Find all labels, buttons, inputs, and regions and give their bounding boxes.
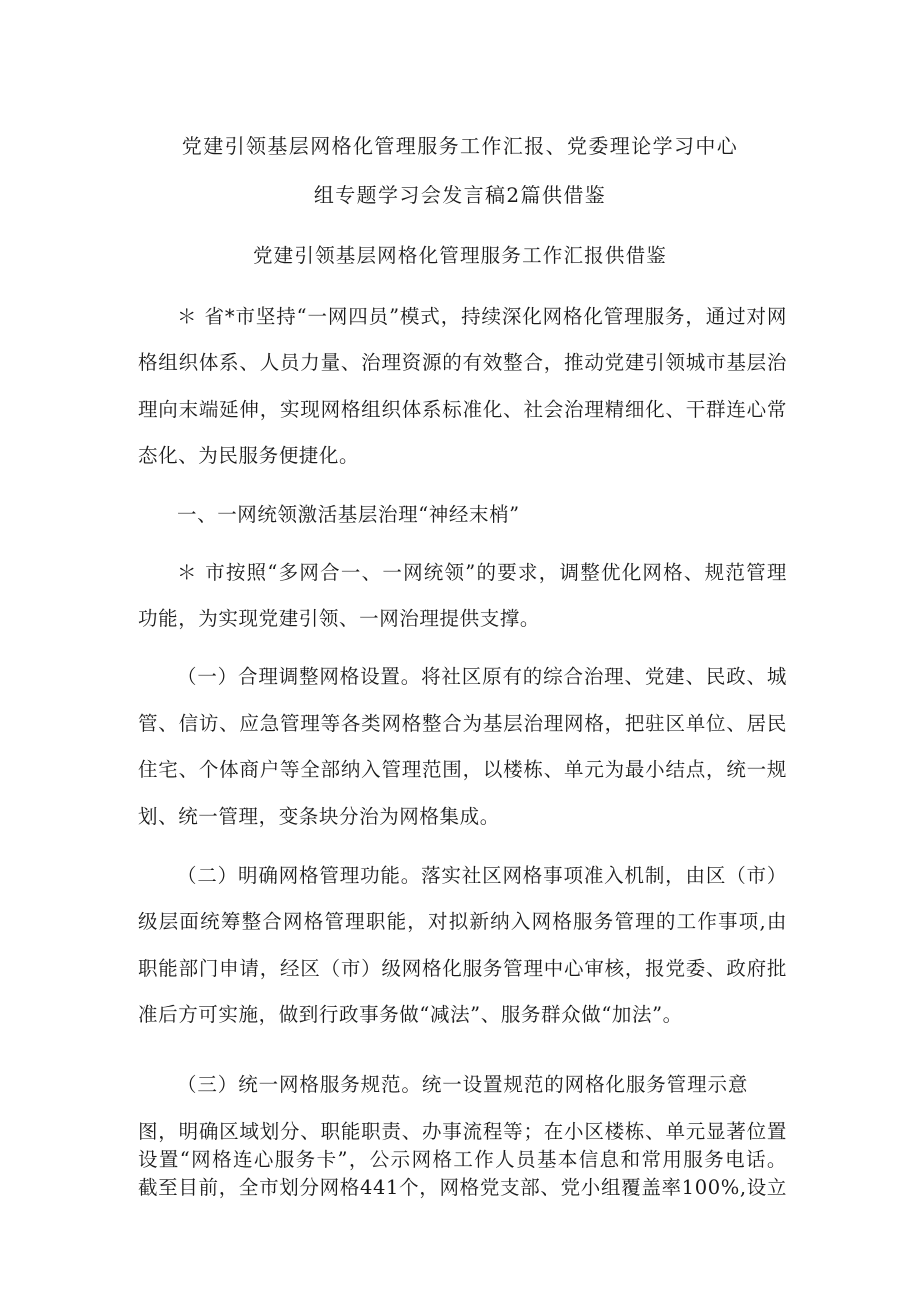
paragraph-4-line-3: 住宅、个体商户等全部纳入管理范围，以楼栋、单元为最小结点，统一规 xyxy=(138,758,787,781)
paragraph-6-line-2: 图，明确区域划分、职能职责、办事流程等；在小区楼栋、单元显著位置 xyxy=(138,1120,787,1143)
section-heading-1: 一、一网统领激活基层治理“神经末梢” xyxy=(177,503,520,526)
paragraph-5-line-1: （二）明确网格管理功能。落实社区网格事项准入机制，由区（市） xyxy=(177,864,787,887)
paragraph-1-line-1: ＊ 省*市坚持“一网四员”模式，持续深化网格化管理服务，通过对网 xyxy=(177,305,787,328)
paragraph-5-line-4: 准后方可实施，做到行政事务做“减法”、服务群众做“加法”。 xyxy=(138,1003,683,1026)
paragraph-5-line-3: 职能部门申请，经区（市）级网格化服务管理中心审核，报党委、政府批 xyxy=(138,957,787,980)
paragraph-4-line-2: 管、信访、应急管理等各类网格整合为基层治理网格，把驻区单位、居民 xyxy=(138,712,787,735)
paragraph-1-line-3: 理向末端延伸，实现网格组织体系标准化、社会治理精细化、干群连心常 xyxy=(138,398,787,421)
paragraph-6-line-3: 设置“网格连心服务卡”，公示网格工作人员基本信息和常用服务电话。 xyxy=(138,1148,787,1171)
paragraph-5-line-2: 级层面统筹整合网格管理职能，对拟新纳入网格服务管理的工作事项,由 xyxy=(138,910,787,933)
paragraph-1-line-4: 态化、为民服务便捷化。 xyxy=(138,444,360,467)
document-subtitle: 党建引领基层网格化管理服务工作汇报供借鉴 xyxy=(252,244,667,267)
document-title-line-1: 党建引领基层网格化管理服务工作汇报、党委理论学习中心 xyxy=(181,134,739,158)
paragraph-3-line-1: ＊ 市按照“多网合一、一网统领”的要求，调整优化网格、规范管理 xyxy=(177,561,787,584)
paragraph-4-line-1: （一）合理调整网格设置。将社区原有的综合治理、党建、民政、城 xyxy=(177,665,787,688)
paragraph-6-line-4: 截至目前，全市划分网格441个，网格党支部、党小组覆盖率100%,设立 xyxy=(138,1176,787,1199)
paragraph-4-line-4: 划、统一管理，变条块分治为网格集成。 xyxy=(138,805,500,828)
document-title-line-2: 组专题学习会发言稿2篇供借鉴 xyxy=(313,183,607,207)
paragraph-3-line-2: 功能，为实现党建引领、一网治理提供支撑。 xyxy=(138,607,541,630)
paragraph-1-line-2: 格组织体系、人员力量、治理资源的有效整合，推动党建引领城市基层治 xyxy=(138,351,787,374)
paragraph-6-line-1: （三）统一网格服务规范。统一设置规范的网格化服务管理示意 xyxy=(177,1073,748,1096)
